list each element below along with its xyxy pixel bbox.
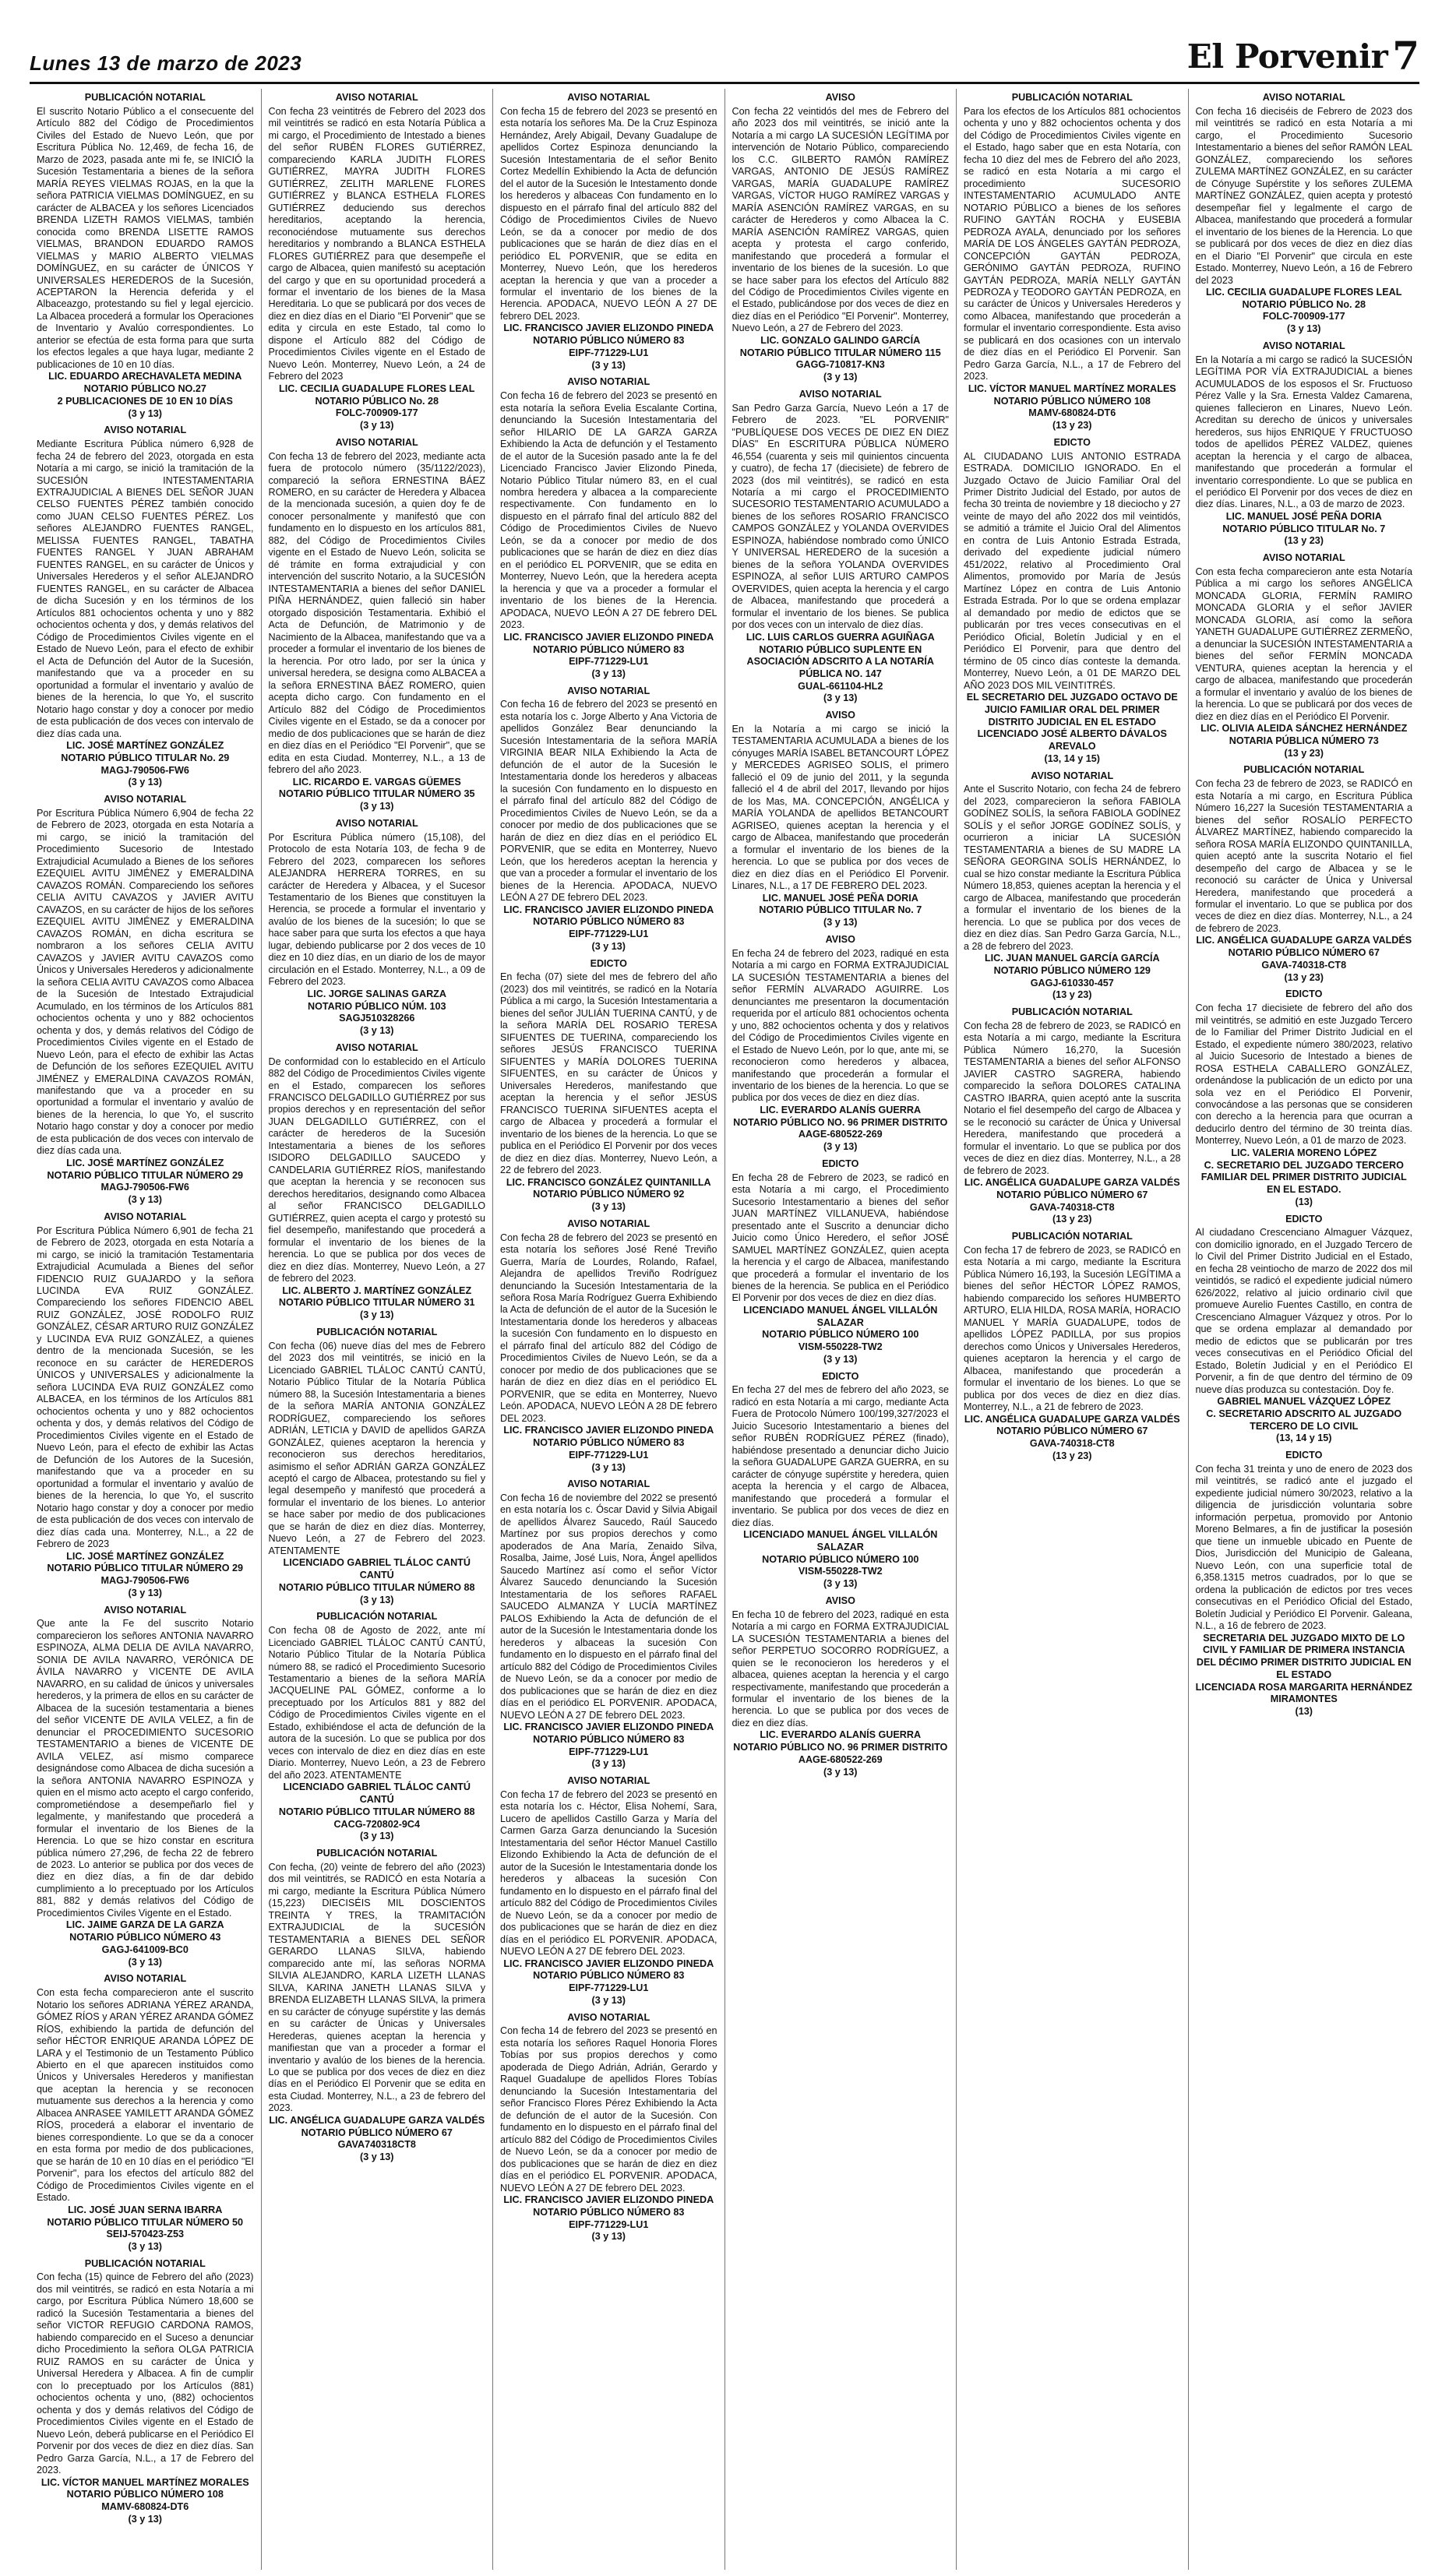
notice-body: Con fecha 16 de febrero del 2023 se presentó en esta notaría la señora Evelia Escalante Cortina, denunciando la Sucesión Intestamentaria del señor HILARIO DE LA GARZA GARZA Exhibiendo la Acta de defunción y el Testamento de el autor de la Sucesión pasado ante la fe del Licenciado Francisco Javier Elizondo Pineda, Notario Público Titular número 83, en el cual nombra heredera y albacea a la compareciente respectivamente. Con fundamento en lo dispuesto en el párrafo final del artículo 882 del Código de Procedimientos Civiles de Nuevo León, se da a conocer por medio de dos publicaciones que se harán de diez en diez días en el periódico EL PORVENIR, que se edita en Monterrey, Nuevo León, que la heredera acepta la herencia y que va a proceder a formular el inventario de los bienes de la Herencia. APODACA, NUEVO LEÓN A 27 DE febrero DEL 2023. xyxy=(500,390,717,631)
notice-signatory: LIC. FRANCISCO JAVIER ELIZONDO PINEDA xyxy=(503,1721,714,1733)
legal-notice xyxy=(500,376,717,680)
legal-notice xyxy=(1196,552,1413,759)
notice-signatory: LIC. JOSÉ MARTÍNEZ GONZÁLEZ xyxy=(66,1157,224,1168)
notice-title: AVISO NOTARIAL xyxy=(104,425,187,436)
notice-publication-dates: (3 y 13) xyxy=(591,359,626,371)
notice-title: AVISO NOTARIAL xyxy=(104,1604,187,1616)
notice-registry-code: AAGE-680522-269 xyxy=(798,1129,883,1140)
notice-publication-dates: (3 y 13) xyxy=(360,2151,394,2163)
notice-office: NOTARIO PÚBLICO NÚMERO 92 xyxy=(533,1189,685,1200)
notice-signatory: LICENCIADO GABRIEL TLÁLOC CANTÚ CANTÚ xyxy=(283,1781,471,1806)
notice-body: Con esta fecha comparecieron ante esta Notaría Pública a mi cargo los señores ANGÉLICA MONCADA GLORIA, FERMÍN RAMIRO MONCADA GLORIA y el señor JAVIER MONCADA GLORIA, así como la señora YANETH GUADALUPE GUTIÉRREZ ZERMEÑO, a denunciar la SUCESIÓN INTESTAMENTARIA a bienes del señor FERMÍN MONCADA VENTURA, quienes aceptan la herencia y el cargo de albacea, manifestando que procederán a formular el inventario y avalúo de los bienes de la herencia. Lo que se publicará por dos veces de diez en diez días en el Periódico El Porvenir. xyxy=(1195,566,1412,722)
notice-title: AVISO NOTARIAL xyxy=(567,376,650,388)
notice-office: NOTARIO PÚBLICO TITULAR NÚMERO 29 xyxy=(47,1563,244,1574)
notice-signatory: LIC. EDUARDO ARECHAVALETA MEDINA xyxy=(48,371,242,382)
notice-signatory: LICENCIADO MANUEL ÁNGEL VILLALÓN SALAZAR xyxy=(743,1529,938,1552)
legal-notice xyxy=(732,1371,950,1591)
notice-body: Con fecha 13 de febrero del 2023, mediante acta fuera de protocolo número (35/1122/2023), compareció la señora ERNESTINA BÁEZ ROMERO, en su carácter de Heredera y Albacea de la mencionada sucesión, a quien doy fe de conocer personalmente y manifestó que con fundamento en lo dispuesto en los artículos 881, 882, del Código de Procedimientos Civiles vigente en el Estado de Nuevo León, solicita se dé trámite en forma extrajudicial y con intervención del suscrito Notario, a la SUCESIÓN INTESTAMENTARIA a bienes del señor DANIEL PIÑA HERNÁNDEZ, quien falleció sin haber otorgado disposición Testamentaria. Exhibió el Acta de Defunción, de Matrimonio y de Nacimiento de la Albacea, manifestando que va a proceder a formular el inventario de los bienes de la herencia. Por otro lado, por ser la única y universal heredera, se designa como ALBACEA a la señora ERNESTINA BÁEZ ROMERO, quien acepta dicho cargo. Con fundamento en el Artículo 882 del Código de Procedimientos Civiles vigente en el Estado, se da a conocer por medio de dos publicaciones que se harán de diez en diez días en el Periódico "El Porvenir", que se edita en esta Ciudad. Monterrey, N.L., a 13 de febrero del año 2023. xyxy=(268,450,485,776)
newspaper-logo xyxy=(1186,33,1419,79)
notice-body: Para los efectos de los Artículos 881 ochocientos ochenta y uno y 882 ochocientos ochenta y dos del Código de Procedimientos Civiles vigente en el Estado, hago saber que en esta Notaría, con fecha 10 diez del mes de Febrero del año 2023, se radicó en esta Notaría a mi cargo el procedimiento SUCESORIO INTESTAMENTARIO ACUMULADO ANTE NOTARIO PÚBLICO a bienes de los señores RUFINO GAYTÁN ROCHA y EUSEBIA PEDROZA AYALA, denunciado por los señores MARÍA DE LOS ÁNGELES GAYTÁN PEDROZA, CONCEPCIÓN GAYTÁN PEDROZA, GERÓNIMO GAYTÁN PEDROZA, RUFINO GAYTÁN PEDROZA, MARÍA NELLY GAYTÁN PEDROZA y TEODORO GAYTÁN PEDROZA, en su carácter de Únicos y Universales Herederos y como Albacea, manifestando que procederán a formular el inventario correspondiente. Esta aviso se publicará en dos ocasiones con un intervalo de diez días en el Periódico El Porvenir. San Pedro Garza García, N.L., a 17 de Febrero del 2023. xyxy=(964,105,1181,382)
notice-signatory: LIC. LUIS CARLOS GUERRA AGUIÑAGA xyxy=(746,631,935,643)
legal-notice xyxy=(37,425,254,789)
notice-office: NOTARIO PÚBLICO NO. 96 PRIMER DISTRITO xyxy=(733,1116,948,1128)
notice-title: PUBLICACIÓN NOTARIAL xyxy=(316,1611,438,1623)
notice-office: NOTARIO PÚBLICO NÚMERO 67 xyxy=(996,1189,1148,1200)
notice-registry-code: MAGJ-790506-FW6 xyxy=(100,764,189,776)
notice-publication-dates: (13 y 23) xyxy=(1284,535,1324,547)
legal-notice xyxy=(1196,1450,1413,1718)
notice-registry-code: GAGJ-641009-BC0 xyxy=(101,1943,189,1955)
notice-title: EDICTO xyxy=(1285,988,1323,1000)
notice-office: NOTARIO PÚBLICO NÚMERO 108 xyxy=(66,2489,224,2500)
notice-body: Con fecha, (20) veinte de febrero del año (2023) dos mil veintitrés, se RADICÓ en esta Notaría a mi cargo, mediante la Escritura Pública Número (15,223) DIECISÉIS MIL DOSCIENTOS TREINTA Y TRES, la TRAMITACIÓN EXTRAJUDICIAL de la SUCESIÓN TESTAMENTARIA a BIENES DEL SEÑOR GERARDO LLANAS SILVA, habiendo comparecido ante mí, las señoras NORMA SILVIA ALEJANDRO, KARLA LIZETH LLANAS SILVA, KARINA JANETH LLANAS SILVA y BRENDA ELIZABETH LLANAS SILVA, la primera en su carácter de cónyuge supérstite y las demás en su carácter de Únicas y Universales Herederas, quienes aceptan la herencia y manifiestan que van a proceder a formar el inventario y avalúo de los bienes de la herencia. Lo que se publica por dos veces de diez en diez días en el Periódico El Porvenir que se edita en esta Ciudad. Monterrey, N.L., a 23 de febrero del 2023. xyxy=(268,1861,485,2114)
masthead xyxy=(30,0,1419,84)
notice-title: AVISO NOTARIAL xyxy=(567,1478,650,1490)
notice-publication-dates: (13 y 23) xyxy=(1052,420,1092,432)
notice-office: NOTARIO PÚBLICO NÚMERO 67 xyxy=(1228,947,1380,959)
notice-publication-dates: (13 y 23) xyxy=(1052,989,1092,1001)
notice-signatory: LIC. FRANCISCO JAVIER ELIZONDO PINEDA xyxy=(503,631,714,643)
notice-office: NOTARIO PÚBLICO NÚMERO 43 xyxy=(69,1932,221,1943)
notice-title: AVISO NOTARIAL xyxy=(1031,770,1114,781)
notice-body: Con fecha (06) nueve días del mes de Febrero del 2023 dos mil veintitrés, se inició en la Licenciado GABRIEL TLÁLOC CANTÚ CANTÚ, Notario Público Titular de la Notaría Pública número 88, la Sucesión Intestamentaria a bienes de la señora MARÍA ANTONIA GONZÁLEZ RODRÍGUEZ, compareciendo los señores ADRIÁN, LETICIA y DAVID de apellidos GARZA GONZÁLEZ, quienes aceptaron la herencia y reconocieron sus derechos hereditarios, asimismo el señor ADRIÁN GARZA GONZÁLEZ aceptó el cargo de Albacea, protestando su fiel y legal desempeño y manifestó que procederá a formular el inventario de los bienes. Lo anterior se hace saber por medio de dos publicaciones que se harán de diez en diez días. Monterrey, Nuevo León, a 27 de Febrero del 2023. ATENTAMENTE xyxy=(268,1340,485,1556)
notice-body: Con fecha 31 treinta y uno de enero de 2023 dos mil veintitrés, se radicó ante el juzgado el expediente judicial número 30/2023, relativo a la diligencia de jurisdicción voluntaria sobre información perpetua, promovido por Antonio Moreno Belmares, a fin de justificar la posesión que tiene un inmueble ubicado en Puente de Dios, Jurisdicción del Municipio de Galeana, Nuevo León, con una superficie total de 6,358.1315 metros cuadrados, por lo que se ordena la publicación de edictos por tres veces consecutivas en el Periódico Oficial del Estado, Boletín Judicial y Periódico El Porvenir. Galeana, N.L., a 16 de febrero de 2023. xyxy=(1195,1463,1412,1632)
notice-title: AVISO NOTARIAL xyxy=(104,1973,187,1985)
notice-publication-dates: (3 y 13) xyxy=(591,1758,626,1770)
legal-notice xyxy=(732,1158,950,1366)
notice-signatory: EL SECRETARIO DEL JUZGADO OCTAVO DE JUICIO FAMILIAR ORAL DEL PRIMER DISTRITO JUDICIAL EN EL ESTADO xyxy=(966,692,1178,728)
notice-registry-code: GAVA740318CT8 xyxy=(337,2139,416,2151)
notice-body: Con fecha 28 de febrero del 2023 se presentó en esta notaría los señores José René Treviño Guerra, María de Lourdes, Rolando, Rafael, Alejandra de apellidos Treviño Rodríguez denunciando la Sucesión Intestamentaria de la señora Rosa María Rodríguez Guerra Exhibiendo la Acta de defunción de el autor de la Sucesión le Intestamentaria donde los herederos y albaceas la sucesión Con fundamento en lo dispuesto en el párrafo final del artículo 882 del Código de Procedimientos Civiles de Nuevo León, se da a conocer por medio de dos publicaciones que se harán de diez en diez días en el periódico EL PORVENIR, que se edita en Monterrey, Nuevo León. APODACA, NUEVO LEÓN A 28 DE febrero DEL 2023. xyxy=(500,1232,717,1424)
notice-publication-dates: (3 y 13) xyxy=(591,940,626,952)
notice-title: PUBLICACIÓN NOTARIAL xyxy=(316,1326,438,1337)
notice-office: C. SECRETARIO DEL JUZGADO TERCERO FAMILIAR DEL PRIMER DISTRITO JUDICIAL EN EL ESTADO. xyxy=(1200,1159,1407,1196)
notice-body: Con fecha 17 diecisiete de febrero del año dos mil veintitrés, se admitió en este Juzgado Tercero de lo Familiar del Primer Distrito Judicial en el Estado, el expediente número 380/2023, relativo al Juicio Sucesorio de Intestado a bienes de ROSA ESTHELA CABALLERO GONZÁLEZ, ordenándose la publicación de un edicto por una sola vez en el Periódico El Porvenir, convocándose a las personas que se consideren con derecho a la herencia para que ocurran a deducirlo dentro del término de 30 treinta días. Monterrey, Nuevo León, a 01 de marzo de 2023. xyxy=(1195,1003,1412,1147)
notice-office: NOTARIO PÚBLICO NÚMERO 83 xyxy=(533,643,685,655)
legal-notice xyxy=(37,92,254,420)
notice-office: NOTARIO PÚBLICO NÚMERO 67 xyxy=(996,1425,1148,1437)
notice-signatory: LIC. EVERARDO ALANÍS GUERRA xyxy=(760,1104,922,1115)
notice-registry-code: EIPF-771229-LU1 xyxy=(569,347,649,358)
legal-notice xyxy=(500,1478,717,1771)
notice-publication-dates: (3 y 13) xyxy=(128,2513,162,2525)
notice-body: Al ciudadano Crescenciano Almaguer Vázquez, con domicilio ignorado, en el Juzgado Tercero de lo Civil del Primer Distrito Judicial en el Estado, en fecha 28 veintiocho de marzo de 2022 dos mil veintidós, se radicó el expediente judicial número 626/2022, relativo al juicio ordinario civil que promueve Aurelio Fuentes Castillo, en contra de Crescenciano Almaguer Vázquez y otros. Por lo que se ordena emplazar al demandado por medio de edictos que se publicarán por tres veces consecutivas en el Periódico Oficial del Estado, Boletín Judicial y en el Periódico El Porvenir, a fin de que dentro del término de 09 nueve días produzca su contestación. Doy fe. xyxy=(1195,1227,1412,1395)
notice-signatory: LIC. ALBERTO J. MARTÍNEZ GONZÁLEZ xyxy=(282,1284,472,1296)
notice-publication-dates: (13 y 23) xyxy=(1052,1214,1092,1225)
notice-signatory: LIC. VALERIA MORENO LÓPEZ xyxy=(1231,1147,1377,1158)
notice-office: NOTARIO PÚBLICO NÚMERO 100 xyxy=(762,1553,919,1565)
legal-notice xyxy=(269,1848,486,2164)
notice-title: PUBLICACIÓN NOTARIAL xyxy=(1011,1231,1133,1242)
notice-body: Con fecha 14 de febrero del 2023 se presentó en esta notaría los señores Raquel Honoria Flores Tobías por sus propios derechos y como apoderada de Diego Adrián, Adrián, Gerardo y Raquel Guadalupe de apellidos Flores Tobías denunciando la Sucesión Intestamentaria del señor Francisco Flores Pérez Exhibiendo la Acta de defunción de el autor de la Sucesión. Con fundamento en lo dispuesto en el párrafo final del artículo 882 del Código de Procedimientos Civiles de Nuevo León, se da a conocer por medio de dos publicaciones que se harán de diez en diez días en el periódico EL PORVENIR. APODACA, NUEVO LEÓN A 27 DE febrero DEL 2023. xyxy=(500,2025,717,2194)
notice-publication-dates: (13 y 23) xyxy=(1284,971,1324,983)
notice-registry-code: EIPF-771229-LU1 xyxy=(569,929,649,940)
legal-notice xyxy=(732,92,950,384)
brand-name: El Porvenir xyxy=(1186,37,1388,76)
notice-body: Con esta fecha comparecieron ante el suscrito Notario los señores ADRIANA YÉREZ ARANDA, GÓMEZ RÍOS y ARAN YÉREZ ARANDA GÓMEZ RÍOS, exhibiendo la partida de defunción del señor HÉCTOR ENRIQUE ARANDA LÓPEZ DE LARA y el Testimonio de un Testamento Público Abierto en el que aparecen instituidos como Únicos y Universales Herederos y manifiestan que aceptan la herencia y se reconocen mutuamente sus derechos a la herencia y como Albacea ANRASEE YAMILETT ARANDA GÓMEZ RÍOS, procederá a elaborar el inventario de bienes correspondiente. Lo que se da a conocer en esta forma por medio de dos publicaciones, que se harán de 10 en 10 días en el periódico "El Porvenir", para los efectos del artículo 882 del Código de Procedimientos Civiles vigente en el Estado. xyxy=(37,1987,254,2204)
notice-publication-dates: (13) xyxy=(1295,1705,1313,1717)
legal-notice xyxy=(964,1231,1181,1462)
notice-publication-dates: (3 y 13) xyxy=(360,420,394,432)
notice-publication-dates: (3 y 13) xyxy=(591,1994,626,2006)
notice-body: De conformidad con lo establecido en el Artículo 882 del Código de Procedimientos Civiles vigente en el Estado, comparecen los señores FRANCISCO DELGADILLO GUTIÉRREZ por sus propios derechos y en representación del señor JUAN DELGADILLO GUTIÉRREZ, con el carácter de herederos de la Sucesión Intestamentaria a bienes de los señores ISIDORO DELGADILLO SAUCEDO y CANDELARIA GUTIÉRREZ RÍOS, manifestando que aceptan la herencia y se reconocen sus derechos hereditarios, designando como Albacea al señor FRANCISCO DELGADILLO GUTIÉRREZ, quien acepta el cargo y protestó su fiel desempeño, manifestando que procederá a formular el inventario de los bienes de la herencia. Lo que se publica por dos veces de diez en diez días. Monterrey, Nuevo León, a 27 de febrero del 2023. xyxy=(268,1055,485,1284)
notice-publication-dates: (3 y 13) xyxy=(591,1461,626,1473)
notice-title: EDICTO xyxy=(1285,1450,1323,1461)
notice-publication-dates: (3 y 13) xyxy=(128,407,162,419)
notice-body: En la Notaría a mi cargo se inició la TESTAMENTARIA ACUMULADA a bienes de los cónyuges MARÍA ISABEL BETANCOURT LÓPEZ y MERCEDES AGRISEO SOLIS, el primero falleció el 09 de junio del 2011, y la segunda falleció el 4 de abril del 2017, llevando por hijos de los Mas, MA. CONCEPCIÓN, ANGÉLICA y MARÍA YOLANDA de apellidos BETANCOURT AGRISEO, quienes aceptan la herencia y el cargo de Albacea, manifestando que procederán a formular el inventario de los bienes de la herencia. Lo que se publica por dos veces de diez en diez días en el Periódico El Porvenir. Linares, N.L., a 17 DE FEBRERO DEL 2023. xyxy=(732,723,949,892)
notice-body: Con fecha 16 dieciséis de Febrero de 2023 dos mil veintitrés se radicó en esta Notaría a mi cargo, el Procedimiento Sucesorio Intestamentario a bienes del señor RAMÓN LEAL GONZÁLEZ, compareciendo los señores ZULEMA MARTÍNEZ GONZÁLEZ, en su carácter de Cónyuge Supérstite y los señores ZULEMA MARTÍNEZ GONZÁLEZ, quien acepta y protestó desempeñar fiel y legalmente el cargo de Albacea, manifestando que procederá a formular el inventario de los bienes de la Herencia. Lo que se publicará por dos veces de diez en diez días en el Diario "El Porvenir" que circula en este Estado. Monterrey, Nuevo León, a 16 de Febrero del 2023 xyxy=(1195,105,1412,286)
notice-signatory: LIC. OLIVIA ALEIDA SÁNCHEZ HERNÁNDEZ xyxy=(1200,723,1408,735)
notice-office: NOTARIO PÚBLICO SUPLENTE EN ASOCIACIÓN ADSCRITO A LA NOTARÍA PÚBLICA NO. 147 xyxy=(746,643,934,680)
notice-publication-dates: (3 y 13) xyxy=(360,1025,394,1037)
notice-signatory: LIC. ANGÉLICA GUADALUPE GARZA VALDÉS xyxy=(964,1177,1180,1189)
notice-body: Con fecha 16 de noviembre del 2022 se presentó en esta notaría los c. Óscar David y Silvia Abigail de apellidos Álvarez Saucedo, Raúl Saucedo Martínez por sus propios derechos y como apoderados de Ana María, Zenaido Silva, Rosalba, Jaime, José Luis, Nora, Ángel apellidos Saucedo Martínez así como el señor Víctor Álvarez Saucedo denunciando la Sucesión Intestamentaria de los señores RAFAEL SAUCEDO ALMANZA Y LUCÍA MARTÍNEZ PALOS Exhibiendo la Acta de defunción de el autor de la Sucesión le Intestamentaria donde los herederos y albaceas la sucesión Con fundamento en lo dispuesto en el párrafo final del artículo 882 del Código de Procedimientos Civiles de Nuevo León, se da a conocer por medio de dos publicaciones que se harán de diez en diez días en el periódico EL PORVENIR. APODACA, NUEVO LEÓN A 27 DE febrero DEL 2023. xyxy=(500,1492,717,1721)
notice-office: NOTARIO PÚBLICO TITULAR NÚMERO 88 xyxy=(278,1581,475,1593)
legal-notice xyxy=(964,1006,1181,1226)
legal-notice xyxy=(37,1973,254,2253)
notice-office: NOTARIO PÚBLICO TITULAR NÚMERO 35 xyxy=(278,788,475,800)
notice-title: EDICTO xyxy=(822,1158,859,1169)
notice-body: AL CIUDADANO LUIS ANTONIO ESTRADA ESTRADA. DOMICILIO IGNORADO. En el Juzgado Octavo de Juicio Familiar Oral del Primer Distrito Judicial del Estado, por autos de fecha 30 treinta de noviembre y 18 dieciocho y 27 veinte de mayo del año 2022 dos mil veintidós, se admitió a trámite el Juicio Oral del Alimentos en contra de Luis Antonio Estrada Estrada, derivado del expediente judicial número 451/2022, relativo al Procedimiento Oral Alimentos, promovido por María de Jesús Martínez López en contra de Luis Antonio Estrada Estrada. Por lo que se ordena emplazar al demandado por medio de edictos que se publicarán por tres veces consecutivas en el Periódico Oficial, Boletín Judicial y en el Periódico El Porvenir, para que dentro del término de 05 cinco días conteste la demanda. Monterrey, Nuevo León, a 01 DE MARZO DEL AÑO 2023 DOS MIL VEINTITRÉS. xyxy=(964,450,1181,691)
notice-title: PUBLICACIÓN NOTARIAL xyxy=(316,1848,438,1859)
legal-notice xyxy=(732,710,950,929)
notice-signatory: LIC. CECILIA GUADALUPE FLORES LEAL xyxy=(1206,287,1402,298)
notice-registry-code: CACG-720802-9C4 xyxy=(333,1818,421,1830)
legal-notice xyxy=(500,958,717,1214)
legal-notice xyxy=(269,437,486,813)
notice-columns xyxy=(30,89,1419,2570)
notice-title: AVISO NOTARIAL xyxy=(1262,552,1345,564)
notice-publication-dates: (3 y 13) xyxy=(591,2231,626,2243)
notice-publication-dates: (3 y 13) xyxy=(128,2241,162,2253)
notice-registry-code: EIPF-771229-LU1 xyxy=(569,1449,649,1461)
notice-office: LICENCIADA ROSA MARGARITA HERNÁNDEZ MIRAMONTES xyxy=(1195,1681,1412,1705)
column-5 xyxy=(957,89,1189,2570)
legal-notice xyxy=(500,92,717,372)
notice-title: PUBLICACIÓN NOTARIAL xyxy=(1243,764,1365,776)
notice-title: AVISO xyxy=(825,92,855,103)
legal-notice xyxy=(1196,988,1413,1208)
notice-signatory: LIC. MANUEL JOSÉ PEÑA DORIA xyxy=(1225,510,1382,522)
notice-publication-dates: (3 y 13) xyxy=(128,1956,162,1968)
notice-office: NOTARIO PÚBLICO TITULAR NÚMERO 31 xyxy=(278,1297,475,1309)
notice-office: NOTARIA PÚBLICA NÚMERO 73 xyxy=(1229,735,1379,746)
notice-title: AVISO NOTARIAL xyxy=(567,2011,650,2023)
notice-office: NOTARIO PÚBLICO NÚMERO 83 xyxy=(533,335,685,347)
notice-publication-dates: (3 y 13) xyxy=(360,1309,394,1321)
notice-publication-dates: (13, 14 y 15) xyxy=(1044,752,1100,764)
notice-body: En fecha 24 de febrero del 2023, radiqué en esta Notaría a mi cargo en FORMA EXTRAJUDICIAL LA SUCESIÓN TESTAMENTARIA a bienes del señor FERMÍN ALVARADO AGUIRRE. Los denunciantes me presentaron la documentación requerida por el artículo 881 ochocientos ochenta y uno, 882 ochocientos ochenta y dos y relativos del Código de Procedimientos Civiles vigente en el Estado de Nuevo León, por lo que, ante mi, se reconocieron como herederos y albacea, manifestando que procederán a formular el inventario de los bienes de la herencia. Lo que se publica por dos veces de diez en diez días. xyxy=(732,947,949,1104)
notice-signatory: LIC. VÍCTOR MANUEL MARTÍNEZ MORALES xyxy=(968,382,1176,394)
legal-notice xyxy=(732,1595,950,1779)
notice-title: AVISO xyxy=(825,933,855,945)
notice-registry-code: 2 PUBLICACIONES DE 10 EN 10 DÍAS xyxy=(57,395,233,407)
notice-office: NOTARIO PÚBLICO NÚMERO 83 xyxy=(533,1970,685,1982)
notice-office: NOTARIO PÚBLICO NÚMERO 129 xyxy=(993,964,1151,976)
notice-registry-code: VISM-550228-TW2 xyxy=(798,1341,883,1353)
notice-publication-dates: (3 y 13) xyxy=(360,1594,394,1605)
notice-registry-code: GAVA-740318-CT8 xyxy=(1261,959,1347,971)
notice-signatory: LIC. EVERARDO ALANÍS GUERRA xyxy=(760,1729,922,1741)
notice-signatory: LIC. ANGÉLICA GUADALUPE GARZA VALDÉS xyxy=(964,1413,1180,1425)
notice-registry-code: GAVA-740318-CT8 xyxy=(1029,1201,1115,1213)
notice-title: AVISO xyxy=(825,710,855,721)
notice-publication-dates: (3 y 13) xyxy=(591,668,626,680)
notice-signatory: LIC. JUAN MANUEL GARCÍA GARCÍA xyxy=(984,953,1160,964)
notice-publication-dates: (3 y 13) xyxy=(823,917,858,929)
legal-notice xyxy=(964,92,1181,432)
notice-office: NOTARIO PÚBLICO TITULAR NÚMERO 50 xyxy=(47,2216,244,2228)
notice-title: EDICTO xyxy=(822,1370,859,1382)
notice-registry-code: MAGJ-790506-FW6 xyxy=(100,1575,189,1587)
notice-body: El suscrito Notario Público a el consecuente del Artículo 882 del Código de Procedimientos Civiles del Estado de Nuevo León, que por Escritura Pública No. 12,469, de fecha 16, de Marzo de 2023, pasada ante mi fe, se INICIÓ la Sucesión Testamentaria a bienes de la señora MARÍA REYES VIELMAS ROJAS, en la que la señora PATRICIA VIELMAS DOMÍNGUEZ, en su carácter de ALBACEA y los señores Licenciados BRENDA LIZETH RAMOS VIELMAS, también conocida como BRENDA LISETTE RAMOS VIELMAS, BRANDON EDUARDO RAMOS VIELMAS y MARIO ALBERTO VIELMAS DOMÍNGUEZ, en su carácter de ÚNICOS Y UNIVERSALES HEREDEROS de la Sucesión, ACEPTARON la Herencia deferida y el Albaceazgo, protestando su fiel y legal ejercicio. La Albacea procederá a formular los Operaciones de Inventario y Avalúo correspondientes. Lo anterior se efectúa de esta forma para que surta los efectos legales a que haya lugar, mediante 2 publicaciones de 10 en 10 días. xyxy=(37,105,254,370)
legal-notice xyxy=(269,92,486,432)
notice-publication-dates: (3 y 13) xyxy=(128,777,162,788)
notice-publication-dates: (3 y 13) xyxy=(1287,323,1321,335)
notice-registry-code: EIPF-771229-LU1 xyxy=(569,1982,649,1994)
legal-notice xyxy=(1196,1214,1413,1445)
legal-notice xyxy=(732,934,950,1154)
notice-body: Con fecha 08 de Agosto de 2022, ante mí Licenciado GABRIEL TLÁLOC CANTÚ CANTÚ, Notario Público Titular de la Notaría Pública número 88, se radicó el Procedimiento Sucesorio Testamentario a bienes de la señora MARÍA JACQUELINE PAL GÓMEZ, conforme a lo preceptuado por los Artículos 881 y 882 del Código de Procedimientos Civiles vigente en el Estado, exhibiéndose el acta de defunción de la autora de la sucesión. Lo que se publica por dos veces con intervalo de diez en diez días en este Diario. Monterrey, Nuevo León, a 23 de Febrero del año 2023. ATENTAMENTE xyxy=(268,1625,485,1781)
notice-signatory: LIC. JOSÉ MARTÍNEZ GONZÁLEZ xyxy=(66,1550,224,1562)
notice-publication-dates: (3 y 13) xyxy=(823,1766,858,1778)
notice-title: AVISO NOTARIAL xyxy=(567,92,650,103)
notice-registry-code: MAGJ-790506-FW6 xyxy=(100,1182,189,1193)
notice-title: AVISO NOTARIAL xyxy=(335,92,418,103)
notice-office: NOTARIO PÚBLICO NÚMERO 108 xyxy=(993,395,1151,407)
notice-signatory: LIC. FRANCISCO JAVIER ELIZONDO PINEDA xyxy=(503,904,714,915)
notice-title: AVISO NOTARIAL xyxy=(799,388,882,400)
notice-office: NOTARIO PÚBLICO TITULAR NÚMERO 88 xyxy=(278,1806,475,1817)
notice-body: En fecha 10 de febrero del 2023, radiqué en esta Notaría a mi cargo en FORMA EXTRAJUDICIAL LA SUCESIÓN TESTAMENTARIA a bienes del señor PERPETUO SOCORRO RODRÍGUEZ, a quien se le reconocieron los herederos y el albacea, quienes aceptan la herencia y el cargo respectivamente, manifestando que procederán a formular el inventario de los bienes de la herencia. Lo que se publica por dos veces de diez en diez días. xyxy=(732,1609,949,1728)
notice-title: AVISO NOTARIAL xyxy=(335,436,418,448)
notice-title: AVISO NOTARIAL xyxy=(104,794,187,805)
notice-body: Por Escritura Pública Número 6,901 de fecha 21 de Febrero de 2023, otorgada en esta Notaría a mi cargo, se inició la tramitación Testamentaria Extrajudicial Acumulada a Bienes del señor FIDENCIO RUIZ GUAJARDO y la señora LUCINDA EVA RUIZ GONZÁLEZ. Compareciendo los señores FIDENCIO ABEL RUIZ GONZÁLEZ, JOSÉ RODOLFO RUIZ GONZÁLEZ, CÉSAR ARTURO RUIZ GONZÁLEZ y LUCINDA EVA RUIZ GONZÁLEZ, a quienes dentro de la mencionada Sucesión, se les reconoce en su carácter de HEREDEROS ÚNICOS y UNIVERSALES y adicionalmente la señora LUCINDA EVA RUIZ GONZÁLEZ como ALBACEA, en los términos de los Artículos 881 ochocientos ochenta y uno y 882 ochocientos ochenta y dos, y demás relativos del Código de Procedimientos Civiles vigente en el Estado de Nuevo León, para el efecto de exhibir las Actas de Defunción de los Autores de la Sucesión, manifestando que va a proceder en su oportunidad a formular el inventario y avalúo de bienes de la herencia, lo que Yo, el suscrito Notario hago constar y doy a conocer por medio de esta publicación de dos veces con intervalo de diez días cada una. Monterrey, N.L., a 22 de Febrero de 2023 xyxy=(37,1225,254,1550)
legal-notice xyxy=(500,1775,717,2007)
notice-title: PUBLICACIÓN NOTARIAL xyxy=(84,2257,206,2269)
notice-title: AVISO NOTARIAL xyxy=(1262,92,1345,103)
notice-title: AVISO xyxy=(825,1595,855,1606)
notice-office: NOTARIO PÚBLICO NÚMERO 83 xyxy=(533,1733,685,1745)
notice-title: EDICTO xyxy=(1053,436,1091,448)
notice-body: Por Escritura Pública número (15,108), del Protocolo de esta Notaría 103, de fecha 9 de Febrero del 2023, comparecen los señores ALEJANDRA HERRERA TORRES, en su carácter de Heredera y Albacea, y el Sucesor Testamentario de los Bienes que constituyen la Herencia, se procede a formular el inventario y avalúo de los bienes de la sucesión; lo que se hace saber para que surta los efectos a que haya lugar, debiendo publicarse por 2 dos veces de 10 diez en 10 diez días, en un diario de los de mayor circulación en el Estado. Monterrey, N.L., a 09 de Febrero del 2023. xyxy=(268,831,485,988)
legal-notice xyxy=(1196,340,1413,548)
notice-publication-dates: (3 y 13) xyxy=(823,1141,858,1153)
notice-signatory: LIC. FRANCISCO JAVIER ELIZONDO PINEDA xyxy=(503,1425,714,1436)
notice-registry-code: SAGJ510328266 xyxy=(339,1013,415,1024)
notice-signatory: LIC. FRANCISCO JAVIER ELIZONDO PINEDA xyxy=(503,2194,714,2206)
notice-registry-code: SEIJ-570423-Z53 xyxy=(106,2229,184,2240)
notice-publication-dates: (3 y 13) xyxy=(128,1587,162,1598)
notice-office: NOTARIO PÚBLICO NÚM. 103 xyxy=(308,1000,446,1012)
notice-publication-dates: (3 y 13) xyxy=(128,1194,162,1206)
notice-title: EDICTO xyxy=(590,957,627,969)
notice-signatory: LIC. RICARDO E. VARGAS GÜEMES xyxy=(292,776,461,788)
notice-body: Ante el Suscrito Notario, con fecha 24 de febrero del 2023, comparecieron la señora FABIOLA GODÍNEZ SOLÍS, la señora FABIOLA GODÍNEZ SOLÍS y el señor JORGE GODÍNEZ SOLÍS, y ocurrieron a iniciar LA SUCESIÓN TESTAMENTARIA a bienes de SU MADRE LA SEÑORA GEORGINA SOLÍS HERNÁNDEZ, lo cual se hizo constar mediante la Escritura Pública Número 18,853, quienes aceptan la herencia y el cargo de Albacea, manifestando que procederán a formular el inventario de los bienes de la herencia. Lo que se publica por dos veces de diez en diez días. San Pedro Garza García, N.L., a 28 de febrero del 2023. xyxy=(964,784,1181,952)
legal-notice xyxy=(500,2012,717,2243)
notice-registry-code: MAMV-680824-DT6 xyxy=(101,2501,189,2513)
notice-signatory: LIC. MANUEL JOSÉ PEÑA DORIA xyxy=(762,892,918,904)
notice-office: NOTARIO PÚBLICO NÚMERO 83 xyxy=(533,2206,685,2218)
notice-registry-code: EIPF-771229-LU1 xyxy=(569,656,649,668)
notice-registry-code: GAGJ-610330-457 xyxy=(1030,977,1114,988)
notice-office: NOTARIO PÚBLICO NO.27 xyxy=(83,383,206,395)
notice-office: NOTARIO PÚBLICO No. 28 xyxy=(315,395,439,407)
notice-signatory: LIC. FRANCISCO JAVIER ELIZONDO PINEDA xyxy=(503,322,714,334)
notice-publication-dates: (3 y 13) xyxy=(360,1831,394,1842)
notice-title: AVISO NOTARIAL xyxy=(104,1210,187,1222)
legal-notice xyxy=(269,1611,486,1843)
notice-body: Con fecha 16 de febrero del 2023 se presentó en esta notaría los c. Jorge Alberto y Ana Victoria de apellidos González Bear denunciando la Sucesión Intestamentaria de la señora MARÍA VIRGINIA BEAR NILA Exhibiendo la Acta de defunción de el autor de la Sucesión le Intestamentaria donde los herederos y albaceas la sucesión Con fundamento en lo dispuesto en el párrafo final del artículo 882 del Código de Procedimientos Civiles de Nuevo León, se da a conocer por medio de dos publicaciones que se harán de diez en diez días en el periódico EL PORVENIR, que se edita en Monterrey, Nuevo León, que los herederos aceptan la herencia y que van a proceder a formular el inventario de los bienes de la Herencia. APODACA, NUEVO LEÓN A 27 DE febrero DEL 2023. xyxy=(500,699,717,904)
notice-title: EDICTO xyxy=(1285,1213,1323,1225)
notice-body: En fecha (07) siete del mes de febrero del año (2023) dos mil veintitrés, se radicó en la Notaría Pública a mi cargo, la Sucesión Intestamentaria a bienes del señor JULIÁN TUERINA CANTÚ, y de la señora MARÍA DEL ROSARIO TERESA SIFUENTES DE TUERINA, compareciendo los señores JESÚS FRANCISCO TUERINA SIFUENTES y MARÍA DOLORES TUERINA SIFUENTES, en su carácter de Únicos y Universales Herederos, manifestando que aceptan la herencia y el señor JESÚS FRANCISCO TUERINA SIFUENTES acepta el cargo de Albacea y procederá a formular el inventario de los bienes de la herencia. Lo que se publica en el Periódico El Porvenir por dos veces de diez en diez días. Monterrey, Nuevo León, a 22 de febrero del 2023. xyxy=(500,971,717,1176)
notice-office: NOTARIO PÚBLICO NO. 96 PRIMER DISTRITO xyxy=(733,1742,948,1753)
notice-publication-dates: (3 y 13) xyxy=(360,801,394,812)
notice-office: NOTARIO PÚBLICO TITULAR No. 7 xyxy=(759,904,922,916)
notice-signatory: SECRETARIA DEL JUZGADO MIXTO DE LO CIVIL Y FAMILIAR DE PRIMERA INSTANCIA DEL DÉCIMO PRIMER DISTRITO JUDICIAL EN EL ESTADO xyxy=(1196,1632,1412,1680)
legal-notice xyxy=(1196,764,1413,984)
notice-body: Con fecha 23 de febrero de 2023, se RADICÓ en esta Notaría a mi cargo, en Escritura Pública Número 16,227 la Sucesión TESTAMENTARIA a bienes del señor ROSALÍO PERFECTO ÁLVAREZ MARTÍNEZ, habiendo comparecido la señora ROSA MARÍA ELIZONDO QUINTANILLA, quien aceptó ante la suscrita Notario el fiel desempeño del cargo de Albacea y se le reconoció su carácter de Única y Universal Heredera, manifestando que procederá a formular el inventario. Lo que se publica por dos veces de diez en diez días. Monterrey, N.L., a 24 de febrero de 2023. xyxy=(1195,778,1412,934)
notice-body: Con fecha 15 de febrero del 2023 se presentó en esta notaría los señores Ma. De la Cruz Espinoza Hernández, Arely Abigail, Devany Guadalupe de apellidos Cortez Espinoza denunciando la Sucesión Intestamentaria de el señor Benito Cortez Medellín Exhibiendo la Acta de defunción del el autor de la Sucesión le Intestamento donde los herederos y albaceas Con fundamento en lo dispuesto en el párrafo final del artículo 882 del Código de Procedimientos Civiles de Nuevo León, se da a conocer por medio de dos publicaciones que se harán de diez días en el periódico EL PORVENIR, que se edita en Monterrey, Nuevo León, que los herederos aceptan la herencia y que van a proceder a formular el inventario de los bienes de la Herencia. APODACA, NUEVO LEÓN A 27 DE febrero DEL 2023. xyxy=(500,105,717,322)
notice-title: AVISO NOTARIAL xyxy=(567,1775,650,1787)
notice-signatory: LICENCIADO MANUEL ÁNGEL VILLALÓN SALAZAR xyxy=(743,1304,938,1328)
notice-signatory: LICENCIADO GABRIEL TLÁLOC CANTÚ CANTÚ xyxy=(283,1557,471,1581)
notice-office: NOTARIO PÚBLICO TITULAR NÚMERO 29 xyxy=(47,1169,244,1181)
notice-registry-code: FOLC-700909-177 xyxy=(1262,311,1345,322)
notice-registry-code: FOLC-700909-177 xyxy=(335,407,418,419)
notice-publication-dates: (3 y 13) xyxy=(823,1578,858,1590)
notice-title: PUBLICACIÓN NOTARIAL xyxy=(1011,92,1133,103)
notice-title: AVISO NOTARIAL xyxy=(335,1041,418,1053)
legal-notice xyxy=(964,437,1181,766)
notice-title: AVISO NOTARIAL xyxy=(567,685,650,696)
notice-title: PUBLICACIÓN NOTARIAL xyxy=(84,92,206,103)
legal-notice xyxy=(500,685,717,953)
notice-title: AVISO NOTARIAL xyxy=(1262,340,1345,351)
notice-body: Con fecha (15) quince de Febrero del año (2023) dos mil veintitrés, se radicó en esta Notaría a mi cargo, por Escritura Pública Número 18,600 se radicó la Sucesión Testamentaria a bienes del señor VICTOR REFUGIO CARDONA RAMOS, habiendo comparecido en el Suceso a denunciar dicho Procedimiento la señora OLGA PATRICIA RUIZ RAMOS en su carácter de Única y Universal Heredera y Albacea. A fin de cumplir con lo preceptuado por los Artículos (881) ochocientos ochenta y uno, (882) ochocientos ochenta y dos y demás relativos del Código de Procedimientos Civiles vigente en el Estado de Nuevo León, deberá publicarse en el Periódico El Porvenir por dos veces de diez en diez días. San Pedro Garza García, N.L., a 17 de Febrero del 2023. xyxy=(37,2271,254,2476)
notice-signatory: LIC. CECILIA GUADALUPE FLORES LEAL xyxy=(279,382,475,394)
notice-office: NOTARIO PÚBLICO TITULAR NÚMERO 115 xyxy=(739,347,941,358)
notice-title: AVISO NOTARIAL xyxy=(335,817,418,829)
notice-publication-dates: (3 y 13) xyxy=(823,1353,858,1365)
notice-body: Con fecha 17 de febrero de 2023, se RADICÓ en esta Notaría a mi cargo, mediante la Escritura Pública Número 16,193, la Sucesión LEGÍTIMA a bienes del señor HÉCTOR LÓPEZ RAMOS, habiendo comparecido los señores HUMBERTO ARTURO, ELIA HILDA, ROSA MARÍA, HORACIO MANUEL Y MARÍA GUADALUPE, todos de apellidos LÓPEZ PADILLA, por sus propios derechos como Únicos y Universales Herederos, quienes aceptaron la herencia y el cargo de Albacea, manifestando que procederán a formular el inventario de los bienes. Lo que se publica por dos veces de diez en diez días. Monterrey, N.L., a 21 de febrero de 2023. xyxy=(964,1244,1181,1413)
legal-notice xyxy=(37,1211,254,1600)
notice-office: NOTARIO PÚBLICO NÚMERO 83 xyxy=(533,916,685,928)
notice-signatory: LIC. JAIME GARZA DE LA GARZA xyxy=(65,1919,224,1931)
notice-office: NOTARIO PÚBLICO TITULAR No. 7 xyxy=(1222,523,1386,534)
column-4 xyxy=(725,89,957,2570)
notice-office: C. SECRETARIO ADSCRITO AL JUZGADO TERCERO DE LO CIVIL xyxy=(1206,1408,1402,1432)
notice-signatory: LIC. JORGE SALINAS GARZA xyxy=(307,988,446,999)
notice-body: Con fecha 28 de febrero de 2023, se RADICÓ en esta Notaría a mi cargo, mediante la Escritura Pública Número 16,270, la Sucesión TESTAMENTARIA a bienes del señor ALFONSO JAVIER CASTRO SAGRERA, habiendo comparecido la señora DOLORES CATALINA CASTRO IBARRA, quien aceptó ante la suscrita Notario el fiel desempeño del cargo de Albacea y se le reconoció su carácter de Única y Universal Heredera, manifestando que procederá a formular el inventario. Lo que se publica por dos veces de diez en diez días. Monterrey, N.L., a 28 de febrero de 2023. xyxy=(964,1020,1181,1176)
notice-body: Mediante Escritura Pública número 6,928 de fecha 24 de febrero del 2023, otorgada en esta Notaría a mi cargo, se inició la tramitación de la SUCESIÓN INTESTAMENTARIA EXTRAJUDICIAL A BIENES DEL SEÑOR JUAN CELSO FUENTES PÉREZ también conocido como JUAN CELSO FUENTES PÉREZ. Los señores ALEJANDRO FUENTES RANGEL, MELISSA FUENTES RANGEL, TABATHA FUENTES RANGEL Y JUAN ABRAHAM FUENTES RANGEL, en su carácter de Únicos y Universales Herederos y el señor ALEJANDRO FUENTES RANGEL, en su carácter de Albacea de dicha Sucesión y en los términos de los Artículos 881 ochocientos ochenta y uno y 882 ochocientos ochenta y dos, y demás relativos del Código de Procedimientos Civiles vigente en el Estado de Nuevo León, para el efecto de exhibir el Acta de Defunción del Autor de la Sucesión, manifestando que va a proceder en su oportunidad a formular el inventario y avalúo de bienes de la herencia, lo que Yo, el suscrito Notario hago constar y doy a conocer por medio de esta publicación de dos veces con intervalo de diez días cada una. xyxy=(37,439,254,739)
notice-signatory: LIC. VÍCTOR MANUEL MARTÍNEZ MORALES xyxy=(41,2476,249,2488)
column-1 xyxy=(30,89,262,2570)
notice-signatory: LIC. JOSÉ JUAN SERNA IBARRA xyxy=(68,2204,223,2215)
notice-body: Con fecha 23 veintitrés de Febrero del 2023 dos mil veintitrés se radicó en esta Notaría Pública a mi cargo, el Procedimiento de Intestado a bienes del señor RUBÉN FLORES GUTIÉRREZ, compareciendo KARLA JUDITH FLORES GUTIÉRREZ, MAYRA JUDITH FLORES GUTIÉRREZ, ZELITH MARLENE FLORES GUTIÉRREZ y BLANCA ESTHELA FLORES GUTIÉRREZ deduciendo sus derechos hereditarios, aceptando la herencia, reconociéndose mutuamente sus derechos hereditarios y nombrando a BLANCA ESTHELA FLORES GUTIÉRREZ para que desempeñe el cargo de Albacea, quien manifestó su aceptación del cargo y que en su oportunidad procederá a formar el inventario de los bienes de la Masa Hereditaria. Lo que se publicará por dos veces de diez en diez días en el Diario "El Porvenir" que se edita y circula en este Estado, tal como lo dispone el Artículo 882 del Código de Procedimientos Civiles vigente en el Estado de Nuevo León. Monterrey, Nuevo León, a 24 de Febrero del 2023 xyxy=(268,105,485,382)
column-2 xyxy=(262,89,494,2570)
issue-date: Lunes 13 de marzo de 2023 xyxy=(30,51,302,75)
notice-publication-dates: (3 y 13) xyxy=(591,1201,626,1213)
legal-notice xyxy=(269,818,486,1038)
notice-office: NOTARIO PÚBLICO NÚMERO 67 xyxy=(301,2127,453,2138)
notice-registry-code: GUAL-661104-HL2 xyxy=(798,680,883,692)
notice-office: NOTARIO PÚBLICO NÚMERO 100 xyxy=(762,1329,919,1341)
notice-signatory: LIC. FRANCISCO JAVIER ELIZONDO PINEDA xyxy=(503,1958,714,1969)
notice-body: San Pedro Garza García, Nuevo León a 17 de Febrero de 2023. "EL PORVENIR" "PUBLÍQUESE DOS VECES DE DIEZ EN DIEZ DÍAS" En ESCRITURA PÚBLICA NÚMERO 46,554 (cuarenta y seis mil quinientos cincuenta y cuatro), de fecha 17 (diecisiete) de febrero de 2023 (dos mil veintitrés), se radicó en esta Notaría a mi cargo el PROCEDIMIENTO SUCESORIO TESTAMENTARIO ACUMULADO a bienes de los señores ROSARIO FRANCISCO CAMPOS GONZÁLEZ y YOLANDA OVERVIDES ESPINOZA, habiéndose nombrado como ÚNICO Y UNIVERSAL HEREDERO de la sucesión a bienes de la señora YOLANDA OVERVIDES ESPINOZA, al señor LUIS ARTURO CAMPOS OVERVIDES, quien acepta la herencia y el cargo de Albacea, manifestando que procederá a formular el inventario de los bienes. Se publica por dos veces con un intervalo de diez días. xyxy=(732,402,949,631)
notice-registry-code: AAGE-680522-269 xyxy=(798,1753,883,1765)
notice-signatory: LIC. FRANCISCO GONZÁLEZ QUINTANILLA xyxy=(506,1176,711,1188)
notice-body: En fecha 27 del mes de febrero del año 2023, se radicó en esta Notaría a mi cargo, mediante Acta Fuera de Protocolo Número 100/199,327/2023 el Juicio Sucesorio Intestamentario a bienes del señor RUBÉN RODRÍGUEZ PÉREZ (finado), habiéndose presentado a denunciar dicho Juicio la señora GUADALUPE GARZA GUERRA, en su carácter de cónyuge supérstite y heredera, quien acepta la herencia y el cargo de Albacea, manifestando que procederá a formular el inventario. Se publica por dos veces de diez en diez días. xyxy=(732,1384,949,1528)
legal-notice xyxy=(37,794,254,1207)
notice-office: NOTARIO PÚBLICO NÚMERO 83 xyxy=(533,1437,685,1449)
notice-title: AVISO NOTARIAL xyxy=(567,1218,650,1229)
notice-publication-dates: (13 y 23) xyxy=(1284,747,1324,759)
legal-notice xyxy=(964,770,1181,1002)
notice-registry-code: MAMV-680824-DT6 xyxy=(1028,407,1116,419)
notice-office: NOTARIO PÚBLICO No. 28 xyxy=(1242,298,1366,310)
legal-notice xyxy=(269,1042,486,1322)
notice-publication-dates: (3 y 13) xyxy=(823,372,858,383)
legal-notice xyxy=(1196,92,1413,336)
notice-registry-code: EIPF-771229-LU1 xyxy=(569,2218,649,2230)
notice-registry-code: EIPF-771229-LU1 xyxy=(569,1746,649,1757)
notice-signatory: LIC. GONZALO GALINDO GARCÍA xyxy=(760,334,921,346)
notice-body: En la Notaría a mi cargo se radicó la SUCESIÓN LEGÍTIMA POR VÍA EXTRAJUDICIAL a bienes ACUMULADOS de los esposos el Sr. Fructuoso Pérez Valle y la Sra. Ernesta Valdez Camarena, quienes fallecieron en Linares, Nuevo León. Acreditan su derecho de únicos y universales herederos, sus hijos ENRIQUE Y FRUCTUOSO todos de apellidos PÉREZ VALDEZ, quienes aceptan la herencia y el cargo de albacea, manifestando que procederán a formular el inventario correspondiente. Lo que se publica en el periódico El Porvenir por dos veces de diez en diez días. Linares, N.L., a 03 de marzo de 2023. xyxy=(1195,354,1412,510)
notice-signatory: LIC. ANGÉLICA GUADALUPE GARZA VALDÉS xyxy=(1196,935,1412,946)
notice-publication-dates: (13, 14 y 15) xyxy=(1276,1432,1332,1444)
legal-notice xyxy=(269,1327,486,1606)
notice-body: Que ante la Fe del suscrito Notario comparecieron los señores ANTONIA NAVARRO ESPINOZA, ALMA DELIA DE AVILA NAVARRO, SONIA DE AVILA NAVARRO, VERÓNICA DE ÁVILA NAVARRO y VICENTE DE AVILA NAVARRO, en su calidad de únicos y universales herederos, y la primera de ellos en su carácter de Albacea de la sucesión testamentaria a bienes del señor VICENTE DE AVILA VELEZ, a fin de denunciar el PROCEDIMIENTO SUCESORIO TESTAMENTARIO a bienes de VICENTE DE AVILA VELEZ, así mismo comparece designándose como Albacea de dicha sucesión a la señora ANTONIA NAVARRO ESPINOZA y quien en el mismo acto acepto el cargo conferido, comprometiéndose a desempeñarlo fiel y legalmente, y manifestando que procederá a formular el inventario de los Bienes de la Herencia. Lo que se hizo constar en escritura pública número 27,296, de fecha 22 de febrero de 2023. Lo anterior se publica por dos veces de diez en diez días, a fin de dar debido cumplimiento a lo preceptuado por los Artículos 881, 882 y demás relativos del Código de Procedimientos Civiles Vigente en el Estado. xyxy=(37,1618,254,1919)
notice-publication-dates: (13 y 23) xyxy=(1052,1450,1092,1461)
notice-signatory: LIC. JOSÉ MARTÍNEZ GONZÁLEZ xyxy=(66,740,224,752)
notice-registry-code: GAGG-710817-KN3 xyxy=(795,359,885,371)
notice-signatory: GABRIEL MANUEL VÁZQUEZ LÓPEZ xyxy=(1217,1396,1391,1408)
legal-notice xyxy=(732,389,950,705)
column-6 xyxy=(1189,89,1420,2570)
notice-publication-dates: (13) xyxy=(1295,1196,1313,1207)
notice-office: NOTARIO PÚBLICO TITULAR No. 29 xyxy=(61,752,230,763)
notice-registry-code: GAVA-740318-CT8 xyxy=(1029,1438,1115,1450)
legal-notice xyxy=(37,1605,254,1969)
notice-body: Con fecha 17 de febrero del 2023 se presentó en esta notaría los c. Héctor, Elisa Nohemí, Sara, Lucero de apellidos Castillo Garza y María del Carmen Garza Garza denunciando la Sucesión Intestamentaria del señor Héctor Manuel Castillo Elizondo Exhibiendo la Acta de defunción de el autor de la Sucesión le Intestamentaria donde los herederos y albaceas la sucesión Con fundamento en lo dispuesto en el párrafo final del artículo 882 del Código de Procedimientos Civiles de Nuevo León, se da a conocer por medio de dos publicaciones que se harán de diez en diez días en el periódico EL PORVENIR. APODACA, NUEVO LEÓN A 27 DE febrero DEL 2023. xyxy=(500,1788,717,1958)
notice-body: En fecha 28 de Febrero de 2023, se radicó en esta Notaría a mi cargo, el Procedimiento Sucesorio Intestamentario a bienes del señor JUAN MARTÍNEZ VILLANUEVA, habiéndose presentado ante el Suscrito a denunciar dicho Juicio como Único Heredero, el señor JOSÉ SAMUEL MARTÍNEZ GONZÁLEZ, quien acepta la herencia y el cargo de Albacea, manifestando que procederá a formular el inventario de los bienes de la herencia. Se publica en el Periódico El Porvenir por dos veces de diez en diez días. xyxy=(732,1172,949,1304)
notice-body: Con fecha 22 veintidós del mes de Febrero del año 2023 dos mil veintitrés, se inició ante la Notaría a mi cargo LA SUCESIÓN LEGÍTIMA por intervención de Notario Público, compareciendo los C.C. GILBERTO RAMÓN RAMÍREZ VARGAS, ANTONIO DE JESÚS RAMÍREZ VARGAS, MARÍA GUADALUPE RAMÍREZ VARGAS, VÍCTOR HUGO RAMÍREZ VARGAS y MARÍA ASENCIÓN RAMÍREZ VARGAS, en su carácter de Herederos y como Albacea la C. MARÍA ASENCIÓN RAMÍREZ VARGAS, quien acepta y protesta el cargo conferido, manifestando que procederá a formular el inventario de los bienes de la sucesión. Lo que se hace saber para los efectos del Artículo 882 del Código de Procedimientos Civiles vigente en el Estado, publicándose por dos veces de diez en diez días en el Periódico "El Porvenir". Monterrey, Nuevo León, a 27 de Febrero del 2023. xyxy=(732,105,949,334)
notice-registry-code: VISM-550228-TW2 xyxy=(798,1566,883,1577)
notice-publication-dates: (3 y 13) xyxy=(823,692,858,704)
column-3 xyxy=(493,89,725,2570)
legal-notice xyxy=(37,2258,254,2526)
notice-office: LICENCIADO JOSÉ ALBERTO DÁVALOS AREVALO xyxy=(977,728,1167,752)
notice-title: PUBLICACIÓN NOTARIAL xyxy=(1011,1006,1133,1018)
legal-notice xyxy=(500,1218,717,1474)
notice-signatory: LIC. ANGÉLICA GUADALUPE GARZA VALDÉS xyxy=(269,2114,485,2126)
notice-body: Por Escritura Pública Número 6,904 de fecha 22 de Febrero de 2023, otorgada en esta Notaría a mi cargo, se inició la tramitación del Procedimiento Sucesorio de Intestado Extrajudicial Acumulado a Bienes de los señores EZEQUIEL AVITU JIMÉNEZ y EMERALDINA CAVAZOS ROMÁN. Compareciendo los señores CELIA AVITU CAVAZOS y JAVIER AVITU CAVAZOS, en su carácter de hijos de los señores EZEQUIEL AVITU JIMÉNEZ y EMERALDINA CAVAZOS ROMÁN, en dicha escritura se nombraron a los señores CELIA AVITU CAVAZOS y JAVIER AVITU CAVAZOS como Únicos y Universales Herederos y adicionalmente la señora CELIA AVITU CAVAZOS como Albacea de la Sucesión de Intestado Extrajudicial Acumulado, en los términos de los Artículos 881 ochocientos ochenta y uno y 882 ochocientos ochenta y dos, y demás relativos del Código de Procedimientos Civiles vigente en el Estado de Nuevo León, para el efecto de exhibir las Actas de Defunción de los señores EZEQUIEL AVITU JIMÉNEZ y EMERALDINA CAVAZOS ROMÁN, manifestando que va a proceder en su oportunidad a formular el inventario y avalúo de bienes de la herencia, lo que Yo, el suscrito Notario hago constar y doy a conocer por medio de esta publicación de dos veces con intervalo de diez días cada una. xyxy=(37,807,254,1157)
page-number: 7 xyxy=(1392,33,1419,79)
